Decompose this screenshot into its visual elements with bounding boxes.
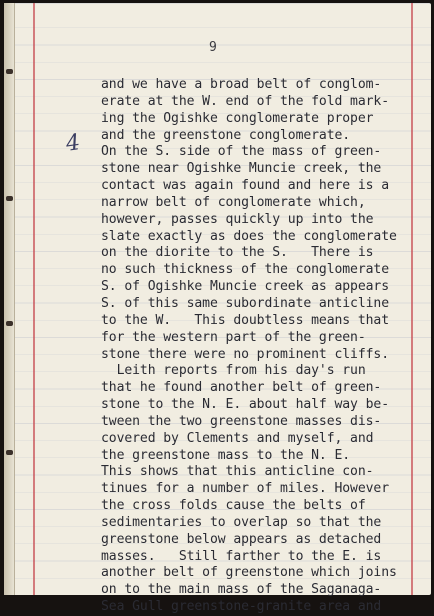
text-line: stone there were no prominent cliffs. <box>101 346 389 362</box>
text-line: the cross folds cause the belts of <box>101 498 366 514</box>
text-line: the greenstone mass to the N. E. <box>101 447 351 463</box>
text-line: that he found another belt of green- <box>101 380 382 396</box>
text-line: and the greenstone conglomerate. <box>101 127 351 143</box>
text-line: On the S. side of the mass of green- <box>101 144 382 160</box>
text-line: ing the Ogishke conglomerate proper <box>101 110 374 126</box>
typed-text-block <box>101 77 431 616</box>
binding-hole <box>6 321 13 326</box>
binding-hole <box>6 196 13 201</box>
notebook-page <box>4 3 431 615</box>
text-line: S. of Ogishke Muncie creek as appears <box>101 279 389 295</box>
text-line: no such thickness of the conglomerate <box>101 262 389 278</box>
text-line: tween the two greenstone masses dis- <box>101 413 382 429</box>
page-number: 9 <box>209 40 217 55</box>
text-line: tinues for a number of miles. However <box>101 481 389 497</box>
text-line: contact was again found and here is a <box>101 178 389 194</box>
handwritten-margin-note: 4 <box>64 130 82 157</box>
text-line: masses. Still farther to the E. is <box>101 548 382 564</box>
text-line: on to the main mass of the Saganaga- <box>101 582 382 598</box>
text-line: narrow belt of conglomerate which, <box>101 194 366 210</box>
text-line: slate exactly as does the conglomerate <box>101 228 397 244</box>
text-line: and we have a broad belt of conglom- <box>101 77 382 92</box>
binding-edge <box>4 3 15 595</box>
text-line: erate at the W. end of the fold mark- <box>101 93 389 109</box>
text-line: stone to the N. E. about half way be- <box>101 397 389 413</box>
text-line: covered by Clements and myself, and <box>101 430 374 446</box>
text-line: however, passes quickly up into the <box>101 211 374 227</box>
text-line: stone near Ogishke Muncie creek, the <box>101 161 382 177</box>
text-line: Leith reports from his day's run <box>101 363 366 379</box>
left-margin-rule <box>33 3 35 595</box>
binding-hole <box>6 69 13 74</box>
text-line: another belt of greenstone which joins <box>101 565 397 581</box>
text-line: to the W. This doubtless means that <box>101 312 389 328</box>
text-line: Sea Gull greenstone-granite area and <box>101 599 382 615</box>
text-line: greenstone below appears as detached <box>101 531 382 547</box>
text-line: sedimentaries to overlap so that the <box>101 514 382 530</box>
text-line: on the diorite to the S. There is <box>101 245 374 261</box>
binding-hole <box>6 450 13 455</box>
text-line: for the western part of the green- <box>101 329 366 345</box>
text-line: This shows that this anticline con- <box>101 464 374 480</box>
text-line: S. of this same subordinate anticline <box>101 295 389 311</box>
